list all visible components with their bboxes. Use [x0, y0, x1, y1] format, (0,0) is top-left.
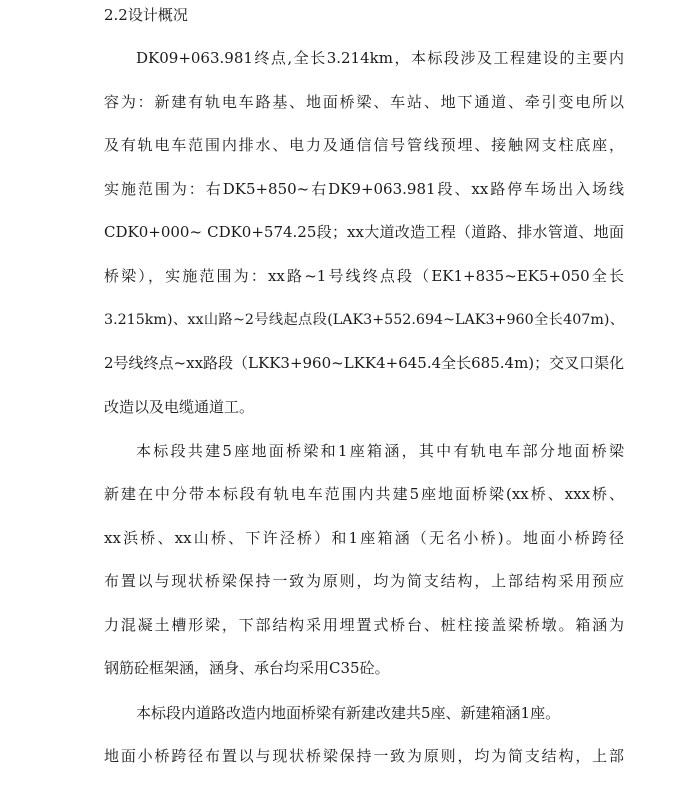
- paragraph-line: 力混凝土槽形梁，下部结构采用埋置式桥台、桩柱接盖梁桥墩。箱涵为: [104, 616, 624, 634]
- section-heading: 2.2设计概况: [104, 6, 188, 24]
- paragraph-line: 改造以及电缆通道工。: [104, 398, 255, 416]
- paragraph-line: 布置以与现状桥梁保持一致为原则，均为简支结构，上部结构采用预应: [104, 572, 624, 590]
- paragraph-line: xx浜桥、xx山桥、下许泾桥）和1座箱涵（无名小桥)。地面小桥跨径: [104, 529, 624, 547]
- paragraph-line: 桥梁），实施范围为：xx路~1号线终点段（EK1+835~EK5+050全长: [104, 267, 624, 285]
- paragraph-line: 地面小桥跨径布置以与现状桥梁保持一致为原则，均为简支结构，上部: [104, 747, 624, 765]
- paragraph-line: 本标段内道路改造内地面桥梁有新建改建共5座、新建箱涵1座。: [136, 704, 561, 722]
- paragraph-line: 2号线终点~xx路段（LKK3+960~LKK4+645.4全长685.4m)；交叉口渠化: [104, 354, 625, 372]
- paragraph-line: 本标段共建5座地面桥梁和1座箱涵，其中有轨电车部分地面桥梁: [136, 442, 624, 460]
- paragraph-line: 钢筋砼框架涵，涵身、承台均采用C35砼。: [104, 659, 390, 677]
- paragraph-line: 容为：新建有轨电车路基、地面桥梁、车站、地下通道、牵引变电所以: [104, 93, 624, 111]
- paragraph-line: DK09+063.981终点,全长3.214km，本标段涉及工程建设的主要内: [136, 49, 624, 67]
- paragraph-line: 3.215km)、xx山路~2号线起点段(LAK3+552.694~LAK3+960全长407m)、: [104, 312, 624, 328]
- paragraph-line: CDK0+000~ CDK0+574.25段；xx大道改造工程（道路、排水管道、地面: [104, 223, 624, 241]
- paragraph-line: 新建在中分带本标段有轨电车范围内共建5座地面桥梁(xx桥、xxx桥、: [104, 485, 624, 503]
- paragraph-line: 及有轨电车范围内排水、电力及通信信号管线预埋、接触网支柱底座，: [104, 136, 624, 154]
- paragraph-line: 实施范围为：右DK5+850~右DK9+063.981段、xx路停车场出入场线: [104, 180, 624, 198]
